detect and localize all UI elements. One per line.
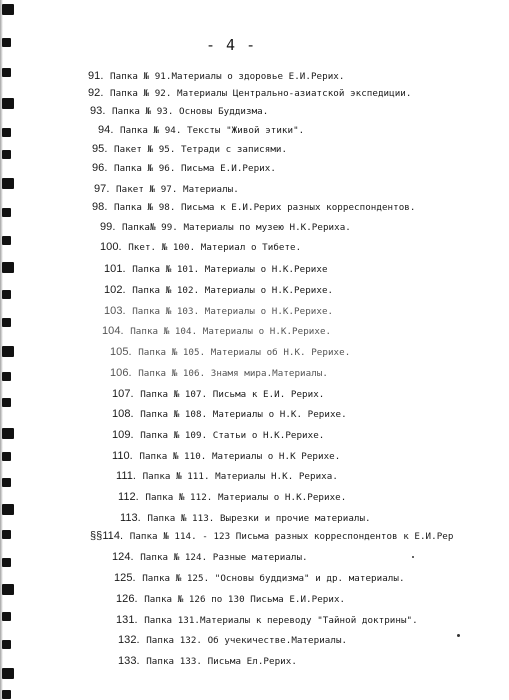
page-number: - 4 - <box>206 36 257 54</box>
entry-number: 107. <box>112 388 134 400</box>
entry-text: Папка № 112. Материалы о Н.К.Рерихе. <box>145 492 347 503</box>
binding-hole <box>2 318 11 327</box>
entry-text: Папка № 124. Разные материалы. <box>140 552 308 563</box>
entry-line <box>112 450 340 462</box>
entry-text: Пкет. № 100. Материал о Тибете. <box>128 242 302 253</box>
entry-line <box>92 143 287 155</box>
entry-text: Папка № 94. Тексты "Живой этики". <box>120 125 305 136</box>
entry-text: Папка № 105. Материалы об Н.К. Рерихе. <box>138 347 351 358</box>
binding-hole <box>2 612 11 621</box>
entry-line <box>110 346 350 358</box>
entry-number: 95. <box>92 143 108 155</box>
binding-hole <box>2 208 11 217</box>
entry-text: Папка № 103. Материалы о Н.К.Рерихе. <box>132 306 334 317</box>
entry-line <box>116 470 338 482</box>
entry-number: 97. <box>94 183 110 195</box>
binding-hole <box>2 452 11 461</box>
entry-text: Папка 132. Об учекичестве.Материалы. <box>146 635 348 646</box>
entry-number: 91. <box>88 70 104 82</box>
entry-line <box>88 87 411 99</box>
entry-number: 93. <box>90 105 106 117</box>
entry-line <box>104 284 333 296</box>
entry-number: 111. <box>116 470 136 482</box>
entry-line <box>112 388 324 400</box>
entry-line <box>100 221 351 233</box>
entry-text: Папка № 111. Материалы Н.К. Рериха. <box>142 471 338 482</box>
entry-number: 101. <box>104 263 126 275</box>
entry-text: Папка № 125. "Основы буддизма" и др. материалы. <box>142 573 405 584</box>
binding-hole <box>2 372 11 381</box>
entry-line <box>92 162 276 174</box>
entry-text: Пакет № 95. Тетради с записями. <box>114 144 288 155</box>
entry-line <box>116 593 345 605</box>
entry-text: Папка № 110. Материалы о Н.К Рерихе. <box>139 451 341 462</box>
binding-hole <box>2 236 11 245</box>
entry-line <box>88 70 344 82</box>
entry-number: 104. <box>102 325 124 337</box>
entry-line <box>90 105 268 117</box>
entry-line <box>120 512 371 524</box>
binding-hole <box>2 478 11 487</box>
entry-text: Папка № 113. Вырезки и прочие материалы. <box>147 513 371 524</box>
entry-line <box>114 572 405 584</box>
entry-line <box>110 367 328 379</box>
entry-text: Папка 131.Материалы к переводу "Тайной доктрины". <box>144 615 418 626</box>
entry-number: §§114. <box>90 530 124 542</box>
binding-hole <box>2 398 11 407</box>
binding-hole <box>2 4 14 15</box>
ink-speck <box>457 634 460 637</box>
binding-hole <box>2 640 11 649</box>
entry-number: 99. <box>100 221 116 233</box>
binding-hole <box>2 38 11 47</box>
entry-number: 131. <box>116 614 138 626</box>
entry-number: 108. <box>112 408 134 420</box>
entry-number: 133. <box>118 655 140 667</box>
entry-line <box>104 305 333 317</box>
entry-text: Папка № 108. Материалы о Н.К. Рерихе. <box>140 409 347 420</box>
binding-hole <box>2 584 14 595</box>
entry-text: Папка № 93. Основы Буддизма. <box>112 106 269 117</box>
entry-number: 113. <box>120 512 141 524</box>
entry-text: Папка № 96. Письма Е.И.Рерих. <box>114 163 276 174</box>
entry-number: 94. <box>98 124 114 136</box>
entry-text: Папка № 91.Материалы о здоровье Е.И.Рерих. <box>110 71 345 82</box>
entry-text: Папка № 114. - 123 Письма разных корреспондентов к Е.И.Рер <box>129 531 454 542</box>
entry-number: 105. <box>110 346 132 358</box>
entry-number: 102. <box>104 284 126 296</box>
entry-text: Папка № 98. Письма к Е.И.Рерих разных корреспондентов. <box>114 202 416 213</box>
binding-hole <box>2 290 11 299</box>
binding-hole <box>2 428 14 439</box>
entry-text: Папка № 92. Материалы Центрально-азиатской экспедиции. <box>110 88 412 99</box>
entry-text: Папка № 102. Материалы о Н.К.Рерихе. <box>132 285 334 296</box>
entry-line <box>112 551 308 563</box>
binding-hole <box>2 558 11 567</box>
entry-number: 126. <box>116 593 138 605</box>
entry-text: Папка № 104. Материалы о Н.К.Рерихе. <box>130 326 332 337</box>
entry-number: 112. <box>118 491 139 503</box>
entry-line <box>116 614 418 626</box>
binding-holes <box>0 0 18 700</box>
binding-hole <box>2 128 11 137</box>
entry-text: Папка№ 99. Материалы по музею Н.К.Рериха. <box>122 222 351 233</box>
binding-hole <box>2 178 14 189</box>
entry-number: 109. <box>112 429 134 441</box>
entry-text: Папка № 126 по 130 Письма Е.И.Рерих. <box>144 594 346 605</box>
binding-hole <box>2 668 14 679</box>
entry-number: 100. <box>100 241 122 253</box>
binding-hole <box>2 504 14 515</box>
entry-text: Папка № 109. Статьи о Н.К.Рерихе. <box>140 430 325 441</box>
entry-line <box>102 325 331 337</box>
entry-line <box>90 530 453 542</box>
binding-hole <box>2 150 11 159</box>
entry-line <box>94 183 239 195</box>
entry-number: 124. <box>112 551 134 563</box>
entry-number: 103. <box>104 305 126 317</box>
entry-text: Папка № 101. Материалы о Н.К.Рерихе <box>132 264 328 275</box>
entry-text: Папка № 107. Письма к Е.И. Рерих. <box>140 389 325 400</box>
binding-hole <box>2 530 11 539</box>
binding-hole <box>2 690 11 699</box>
entry-number: 98. <box>92 201 108 213</box>
ink-speck <box>412 556 414 558</box>
binding-hole <box>2 262 14 273</box>
entry-text: Папка 133. Письма Ел.Рерих. <box>146 656 297 667</box>
entry-text: Пакет № 97. Материалы. <box>116 184 239 195</box>
binding-hole <box>2 346 14 357</box>
binding-hole <box>2 98 14 109</box>
entry-line <box>104 263 328 275</box>
entry-number: 92. <box>88 87 104 99</box>
binding-hole <box>2 68 11 77</box>
entry-line <box>118 491 346 503</box>
entry-number: 106. <box>110 367 132 379</box>
entry-line <box>118 634 347 646</box>
entry-number: 96. <box>92 162 108 174</box>
entry-line <box>118 655 297 667</box>
entry-line <box>112 429 324 441</box>
entry-number: 125. <box>114 572 136 584</box>
entry-text: Папка № 106. Знамя мира.Материалы. <box>138 368 328 379</box>
entry-number: 110. <box>112 450 133 462</box>
entry-line <box>112 408 347 420</box>
entry-line <box>98 124 304 136</box>
entry-line <box>100 241 301 253</box>
entry-line <box>92 201 415 213</box>
entry-number: 132. <box>118 634 140 646</box>
